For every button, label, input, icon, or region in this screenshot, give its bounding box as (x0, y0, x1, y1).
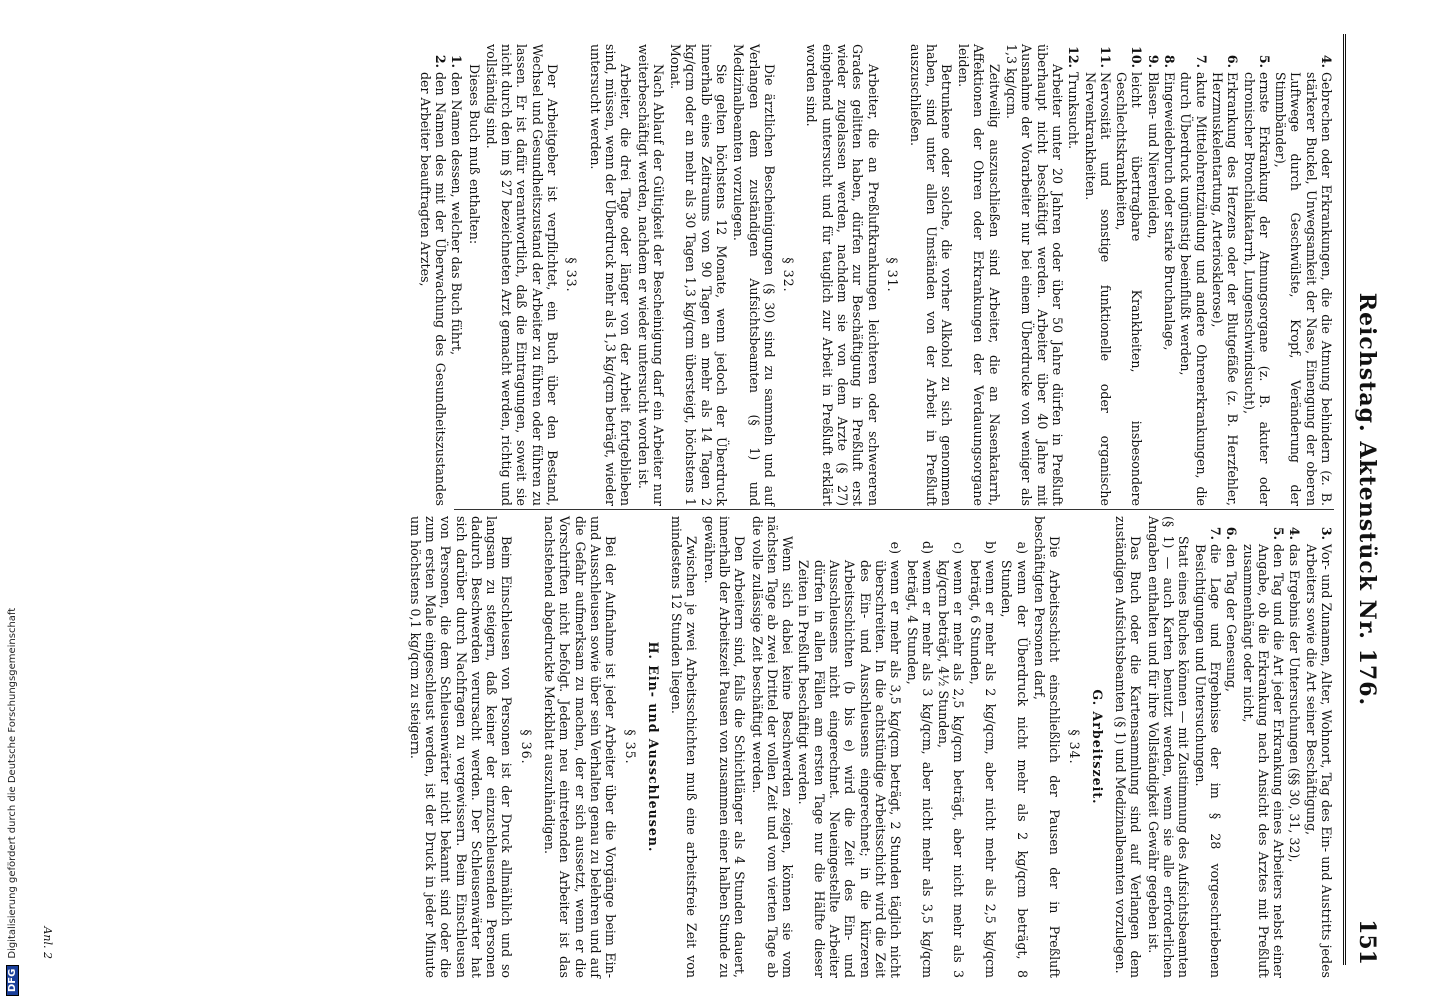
list-item: a) wenn der Überdruck nicht mehr als 2 kg/qcm beträgt, 8 Stunden, (999, 541, 1030, 978)
paragraph: Den Arbeitern sind, falls die Schichtlänger als 4 Stunden dauert, innerhalb der Arbeitszeit Pausen von zusammen einer halben Stunde zu gewähren. (701, 516, 748, 978)
paragraph: Der Arbeitgeber ist verpflichtet, ein Buch über den Bestand, Wechsel und Gesundheitszustand der Arbeiter zu führen oder führen zu lassen. Er ist dafür verantwortlich, daß die Eintragungen, soweit sie nicht durch den im § 27 bezeichneten Arzt gemacht werden, richtig und vollständig sind. (483, 44, 561, 506)
left-column (417, 44, 1334, 506)
list-item: 2. den Namen des mit der Überwachung des Gesundheitszustandes der Arbeiter beauftragten Arztes, (417, 54, 448, 506)
paragraph: Zeitweilig auszuschließen sind Arbeiter, die an Nasenkatarrh, Affektionen der Ohren oder Erkrankungen der Verdauungsorgane leiden. (956, 44, 1002, 506)
paragraph: Bei der Aufnahme ist jeder Arbeiter über die Vorgänge beim Ein- und Ausschleusen sowie über sein Verhalten genau zu belehren und auf die Gefahr aufmerksam zu machen, der er sich aussetzt, wenn er die Vorschriften nicht befolgt. Jedem neu eintretenden Arbeiter ist das nachstehend abgedruckte Merkblatt auszuhändigen. (542, 516, 619, 978)
paragraph: Die Arbeitsschicht einschließlich der Pausen der in Preßluft beschäftigten Personen darf, (1031, 516, 1063, 978)
column-divider (454, 509, 1334, 510)
list-item: 5. den Tag und die Art jeder Erkrankung eines Arbeiters nebst einer Angabe, ob die Erkrankung nach Ansicht des Arztes mit Preßluft zusammenhängt oder nicht, (1240, 526, 1287, 978)
list-item: 9. Blasen- und Nierenleiden, (1145, 54, 1161, 239)
list-item: 12. Trunksucht. (1066, 46, 1082, 150)
list-item: c) wenn er mehr als 2,5 kg/qcm beträgt, aber nicht mehr als 3 kg/qcm beträgt, 4½ Stunden, (936, 542, 967, 978)
paragraph: Nach Ablauf der Gültigkeit der Bescheinigung darf ein Arbeiter nur weiterbeschäftigt werden, nachdem er wieder untersucht worden ist. (635, 44, 666, 506)
list-item: 11. Nervosität und sonstige funktionelle oder organische Nervenkrankheiten. (1082, 46, 1113, 506)
page-number: 151 (1354, 919, 1380, 965)
paragraph: Arbeiter unter 20 Jahren oder über 50 Jahre dürfen in Preßluft überhaupt nicht beschäftigt werden. Arbeiter über 40 Jahre mit Ausnahme der Vorarbeiter nur bei einem Überdrucke von weniger als 1,3 kg/qcm. (1004, 44, 1065, 506)
shift-length-list (796, 516, 1029, 978)
list-item: 3. Vor- und Zunamen, Alter, Wohnort, Tag des Ein- und Austritts jedes Arbeiters sowie die Art seiner Beschäftigung, (1303, 526, 1334, 978)
section-heading: § 33. (564, 257, 580, 293)
list-item: 4. das Ergebnis der Untersuchungen (§§ 30, 31, 32), (1287, 526, 1303, 863)
book-contents-list-continued (1192, 516, 1334, 978)
credit-text: Digitalisierung gefördert durch die Deutsche Forschungsgemeinschaft (7, 607, 18, 959)
paragraph: Arbeiter, die an Preßluftkrankungen leichteren oder schwereren Grades gelitten haben, dürfen zur Beschäftigung in Preßluft erst wieder zugelassen werden, nachdem sie von dem Arzte (§ 27) eingehend untersucht und für tauglich zur Arbeit in Preßluft erklärt worden sind. (804, 44, 881, 506)
list-item: e) wenn er mehr als 3,5 kg/qcm beträgt, 2 Stunden täglich nicht überschreiten. In die achtstündige Arbeitsschicht wird die Zeit des Ein- und Ausschleusens eingerechnet; in die kürzeren Arbeitsschichten (b bis e) wird die Zeit des Ein- und Ausschleusens nicht eingerechnet. Neueingestellte Arbeiter dürfen in allen Fällen am ersten Tage nur die Hälfte dieser Zeiten in Preßluft beschäftigt werden. (796, 541, 904, 978)
paragraph: Betrunkene oder solche, die vorher Alkohol zu sich genommen haben, sind unter allen Umständen von der Arbeit in Preßluft auszuschließen. (908, 44, 954, 506)
list-item: 6. den Tag der Genesung, (1224, 526, 1240, 692)
list-item: 4. Gebrechen oder Erkrankungen, die die Atmung behindern (z. B. stärkerer Buckel, Unwegsamkeit der Nase, Einengung der oberen Luftwege durch Geschwülste, Kropf, Veränderung der Stimmbänder), (1273, 54, 1334, 506)
section-heading: § 35. (622, 729, 638, 765)
book-contents-list (417, 44, 464, 506)
appendix-reference: Anl. 2 (41, 926, 54, 959)
chapter-heading: H. Ein- und Ausschleusen. (645, 641, 661, 853)
paragraph: Zwischen je zwei Arbeitsschichten muß eine arbeitsfreie Zeit von mindestens 12 Stunden liegen. (669, 516, 700, 978)
list-item: 10. leicht übertragbare Krankheiten, insbesondere Geschlechtskrankheiten, (1114, 46, 1145, 506)
list-item: 1. den Namen dessen, welcher das Buch führt, (449, 54, 465, 356)
paragraph: Die ärztlichen Bescheinigungen (§ 30) sind zu sammeln und auf Verlangen dem zuständigen Aufsichtsbeamten (§ 1) und Medizinalbeamten vorzulegen. (731, 44, 777, 506)
page-title: Reichstag. Aktenstück Nr. 176. (1354, 292, 1380, 707)
paragraph: Arbeiter, die drei Tage oder länger von der Arbeit fortgeblieben sind, müssen, wenn der Überdruck mehr als 1,3 kg/qcm beträgt, wieder untersucht werden. (587, 44, 634, 506)
chapter-heading: G. Arbeitszeit. (1089, 689, 1105, 805)
list-item: b) wenn er mehr als 2 kg/qcm, aber nicht mehr als 2,5 kg/qcm beträgt, 6 Stunden, (967, 541, 999, 978)
paragraph: Beim Einschleusen von Personen ist der Druck allmählich und so langsam zu steigern, daß keiner der einzuschleusenden Personen dadurch Beschwerden verursacht werden. Der Schleusenwärter hat sich darüber durch Nachfragen zu vergewissern. Beim Einschleusen von Personen, die dem Schleusenwärter nicht bekannt sind oder die zum ersten Male eingeschleust werden, ist der Druck in jeder Minute um höchstens 0,1 kg/qcm zu steigern. (407, 516, 515, 978)
section-heading: § 31. (884, 257, 900, 293)
section-heading: § 34. (1066, 729, 1082, 765)
paragraph: Sie gelten höchstens 12 Monate, wenn jedoch der Überdruck innerhalb eines Zeitraums von 90 Tagen an mehr als 14 Tagen 2 kg/qcm oder an mehr als 30 Tagen 1,3 kg/qcm übersteigt, höchstens 1 Monat. (668, 44, 730, 506)
dfg-logo-icon: DFG (6, 965, 19, 996)
paragraph: Das Buch oder die Kartensammlung sind auf Verlangen dem zuständigen Aufsichtsbeamten (§ 1) und Medizinalbeamten vorzulegen. (1113, 516, 1144, 978)
list-item: 7. die Lage und Ergebnisse der im § 28 vorgeschriebenen Besichtigungen und Untersuchungen. (1192, 526, 1223, 978)
contraindication-list (1066, 44, 1334, 506)
right-column (407, 516, 1334, 978)
page-header (1343, 34, 1382, 965)
paragraph: Wenn sich dabei keine Beschwerden zeigen, können sie vom nächsten Tage ab zwei Drittel der vollen Zeit und vom vierten Tage ab die volle zulässige Zeit beschäftigt werden. (749, 516, 796, 978)
list-item: d) wenn er mehr als 3 kg/qcm, aber nicht mehr als 3,5 kg/qcm beträgt, 4 Stunden, (904, 541, 935, 978)
section-heading: § 32. (781, 257, 797, 293)
list-item: 5. ernste Erkrankung der Atmungsorgane (z. B. akuter oder chronischer Bronchialkatarrh, Lungenschwindsucht), (1241, 54, 1272, 506)
paragraph: Dieses Buch muß enthalten: (466, 64, 482, 245)
document-page (1, 4, 1396, 989)
digitization-credit (6, 0, 20, 996)
list-item: 8. Eingeweidebruch oder starke Bruchanlage, (1162, 54, 1178, 351)
list-item: 6. Erkrankung des Herzens oder der Blutgefäße (z. B. Herzfehler, Herzmuskelentartung, Arteriosklerose), (1209, 54, 1241, 506)
section-heading: § 36. (518, 729, 534, 765)
paragraph: Statt eines Buches können — mit Zustimmung des Aufsichtsbeamten (§ 1) — auch Karten benutzt werden, wenn sie alle erforderlichen Angaben enthalten und für ihre Vollständigkeit Gewähr gegeben ist. (1145, 516, 1192, 978)
list-item: 7. akute Mittelohrentzündung und andere Ohrenerkrankungen, die durch Überdruck ungünstig beeinflußt werden, (1178, 54, 1209, 506)
